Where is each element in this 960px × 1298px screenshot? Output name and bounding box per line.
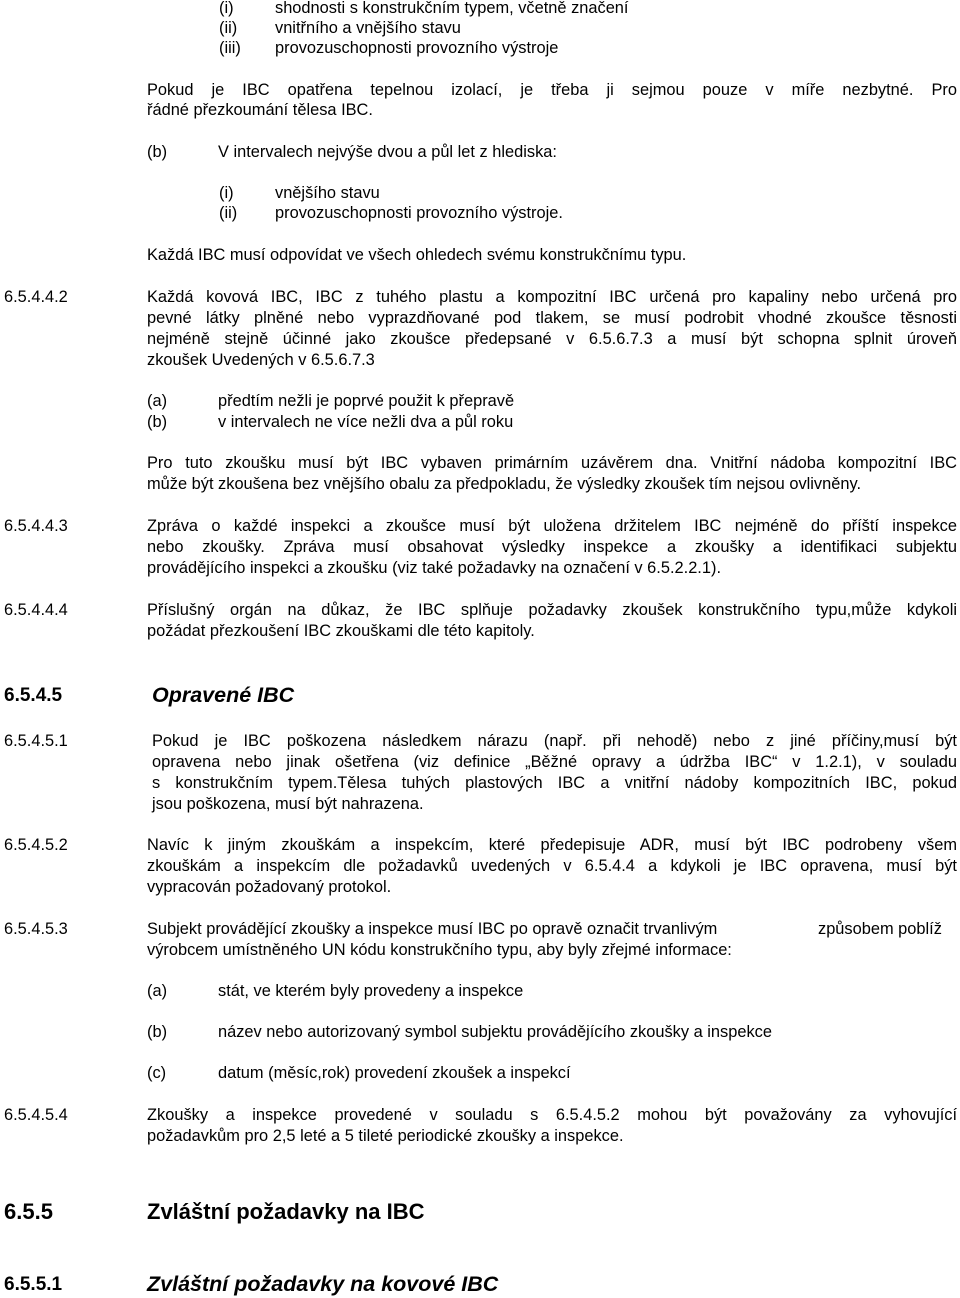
paragraph-line: požádat přezkoušení IBC zkouškami dle této kapitoly. bbox=[147, 622, 535, 640]
paragraph-line: nejméně stejně účinné jako zkoušce předepsané v 6.5.6.7.3 a musí být schopna splnit úroveň bbox=[147, 330, 957, 348]
paragraph-line: s konstrukčním typem.Tělesa tuhých plastových IBC a vnitřní nádoby kompozitních IBC, pokud bbox=[152, 774, 957, 792]
list-item-text: předtím nežli je poprvé použit k přepravě bbox=[218, 392, 515, 410]
section-heading: Zvláštní požadavky na kovové IBC bbox=[147, 1272, 499, 1296]
list-label: (b) bbox=[147, 1023, 168, 1041]
paragraph-line: opravena nebo jinak ošetřena (viz definice „Běžné opravy a údržba IBC“ v 1.2.1), v souladu bbox=[152, 753, 957, 771]
paragraph-line: Pokud je IBC opatřena tepelnou izolací, je třeba ji sejmou pouze v míře nezbytné. Pro bbox=[147, 81, 957, 99]
paragraph-line: řádné přezkoumání tělesa IBC. bbox=[147, 101, 373, 119]
paragraph-line: zkoušek Uvedených v 6.5.6.7.3 bbox=[147, 351, 375, 369]
list-item-text: shodnosti s konstrukčním typem, včetně značení bbox=[275, 0, 629, 17]
section-number: 6.5.4.5 bbox=[4, 685, 63, 706]
paragraph-line: Příslušný orgán na důkaz, že IBC splňuje požadavky zkoušek konstrukčního typu,může kdykoli bbox=[147, 601, 957, 619]
list-item-text: vnitřního a vnějšího stavu bbox=[275, 19, 461, 37]
paragraph-line: Pokud je IBC poškozena následkem nárazu (např. při nehodě) nebo z jiné příčiny,musí být bbox=[152, 732, 957, 750]
paragraph-line: může být zkoušena bez vnějšího obalu za předpokladu, že výsledky zkoušek tím nejsou ovlivněny. bbox=[147, 475, 861, 493]
paragraph-line: Pro tuto zkoušku musí být IBC vybaven primárním uzávěrem dna. Vnitřní nádoba kompozitní IBC bbox=[147, 454, 957, 472]
list-label: (iii) bbox=[219, 39, 241, 57]
list-label: (b) bbox=[147, 143, 168, 161]
section-number: 6.5.4.4.3 bbox=[4, 517, 68, 535]
paragraph-line: provádějícího inspekci a zkoušku (viz také požadavky na označení v 6.5.2.2.1). bbox=[147, 559, 721, 577]
list-item-text: stát, ve kterém byly provedeny a inspekce bbox=[218, 982, 524, 1000]
paragraph-line: Každá kovová IBC, IBC z tuhého plastu a kompozitní IBC určená pro kapaliny nebo určená pro bbox=[147, 288, 957, 306]
section-number: 6.5.5 bbox=[4, 1199, 53, 1224]
list-item-text: vnějšího stavu bbox=[275, 184, 380, 202]
section-number: 6.5.4.4.4 bbox=[4, 601, 68, 619]
paragraph-line: Zpráva o každé inspekci a zkoušce musí být uložena držitelem IBC nejméně do příští inspekce bbox=[147, 517, 957, 535]
list-item-text: v intervalech ne více nežli dva a půl roku bbox=[218, 413, 514, 431]
list-item-text: název nebo autorizovaný symbol subjektu provádějícího zkoušky a inspekce bbox=[218, 1023, 772, 1041]
section-heading: Zvláštní požadavky na IBC bbox=[147, 1199, 425, 1224]
paragraph-line: nebo zkoušky. Zpráva musí obsahovat výsledky inspekce a zkoušky a identifikaci subjektu bbox=[147, 538, 957, 556]
paragraph-line: Zkoušky a inspekce provedené v souladu s 6.5.4.5.2 mohou být považovány za vyhovující bbox=[147, 1106, 957, 1124]
list-item-text: datum (měsíc,rok) provedení zkoušek a inspekcí bbox=[218, 1064, 571, 1082]
list-label: (i) bbox=[219, 0, 234, 17]
list-label: (c) bbox=[147, 1064, 167, 1082]
list-label: (ii) bbox=[219, 204, 238, 222]
paragraph-line: požadavkům pro 2,5 leté a 5 tileté periodické zkoušky a inspekce. bbox=[147, 1127, 624, 1145]
section-number: 6.5.4.5.2 bbox=[4, 836, 68, 854]
paragraph-line: Subjekt provádějící zkoušky a inspekce musí IBC po opravě označit trvanlivým bbox=[147, 920, 718, 938]
paragraph-line: zkouškám a inspekcím dle požadavků uvedených v 6.5.4.4 a kdykoli je IBC opravena, musí být bbox=[147, 857, 957, 875]
paragraph-line: způsobem poblíž bbox=[818, 920, 942, 938]
list-label: (b) bbox=[147, 413, 168, 431]
list-item-text: provozuschopnosti provozního výstroje bbox=[275, 39, 559, 57]
list-item-text: provozuschopnosti provozního výstroje. bbox=[275, 204, 563, 222]
section-number: 6.5.4.5.3 bbox=[4, 920, 68, 938]
paragraph-line: vypracován požadovaný protokol. bbox=[147, 878, 392, 896]
section-number: 6.5.4.5.1 bbox=[4, 732, 68, 750]
section-number: 6.5.5.1 bbox=[4, 1274, 63, 1295]
paragraph-line: Každá IBC musí odpovídat ve všech ohledech svému konstrukčnímu typu. bbox=[147, 246, 687, 264]
section-number: 6.5.4.4.2 bbox=[4, 288, 68, 306]
list-label: (a) bbox=[147, 982, 168, 1000]
paragraph-line: jsou poškozena, musí být nahrazena. bbox=[152, 795, 424, 813]
list-item-text: V intervalech nejvýše dvou a půl let z hlediska: bbox=[218, 143, 557, 161]
paragraph-line: pevné látky plněné nebo vyprazdňované pod tlakem, se musí podrobit vhodné zkoušce těsnosti bbox=[147, 309, 957, 327]
paragraph-line: výrobcem umístněného UN kódu konstrukčního typu, aby byly zřejmé informace: bbox=[147, 941, 732, 959]
list-label: (ii) bbox=[219, 19, 238, 37]
list-label: (i) bbox=[219, 184, 234, 202]
section-number: 6.5.4.5.4 bbox=[4, 1106, 68, 1124]
list-label: (a) bbox=[147, 392, 168, 410]
section-heading: Opravené IBC bbox=[152, 683, 295, 707]
paragraph-line: Navíc k jiným zkouškám a inspekcím, které předepisuje ADR, musí být IBC podrobeny všem bbox=[147, 836, 957, 854]
